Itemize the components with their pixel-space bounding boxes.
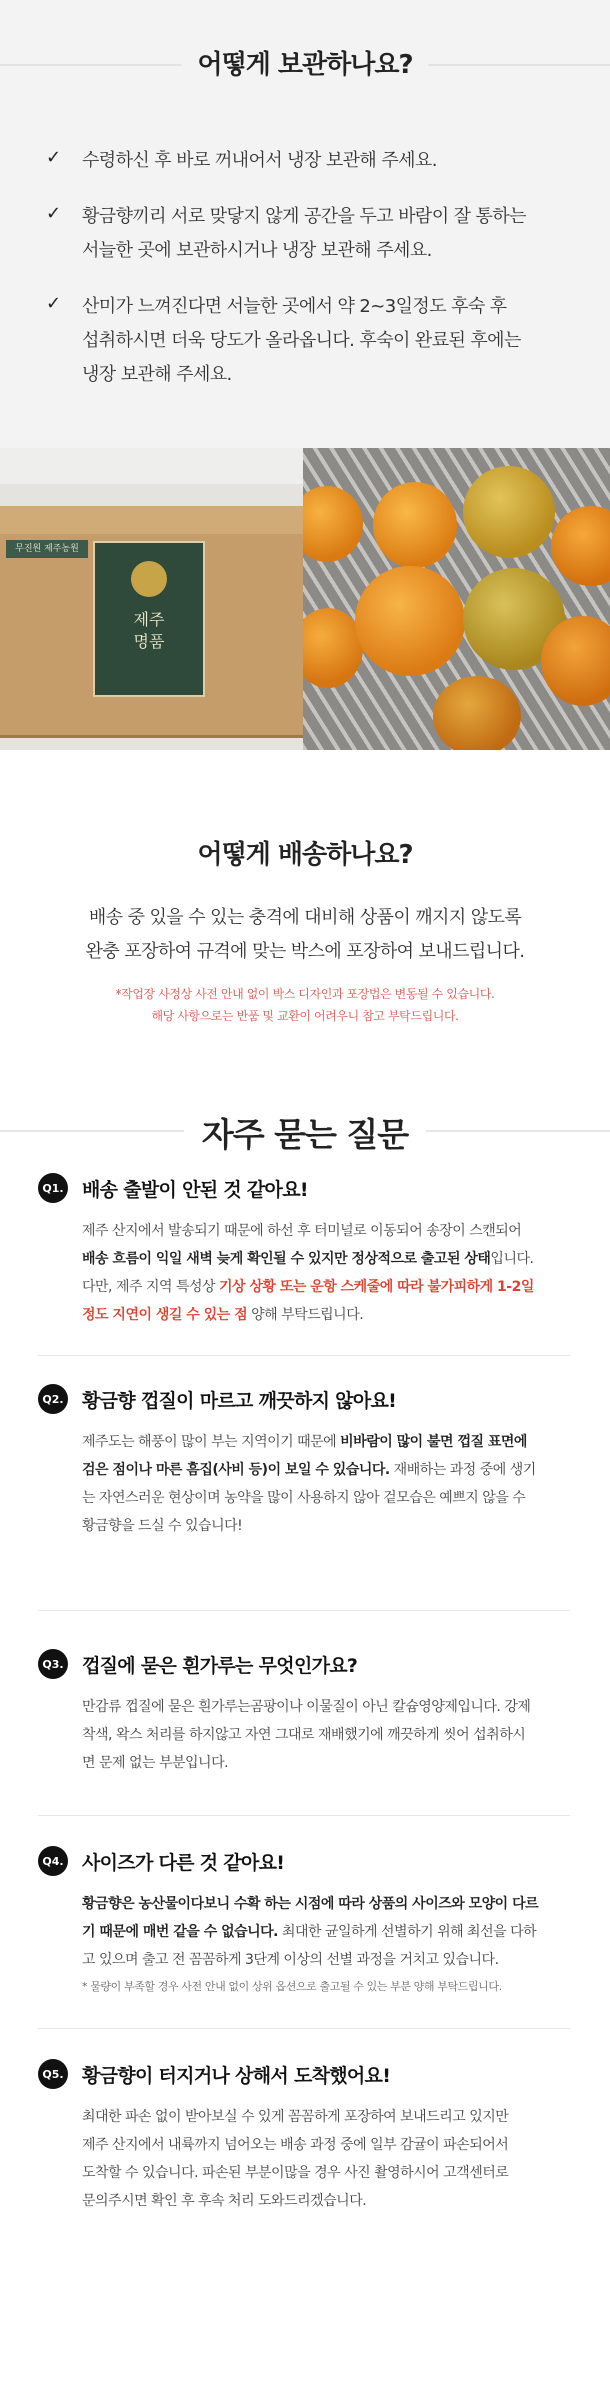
check-icon: ✓ xyxy=(46,203,62,224)
faq-question xyxy=(38,2059,570,2089)
question-text: 황금향 껍질이 마르고 깨끗하지 않아요! xyxy=(82,1389,397,1412)
storage-list xyxy=(0,134,610,448)
storage-item xyxy=(46,290,554,392)
shipping-section xyxy=(0,750,610,1027)
question-text: 사이즈가 다른 것 같아요! xyxy=(82,1851,285,1874)
box-strip-label: 무진원 제주농원 xyxy=(6,540,88,558)
seal-icon xyxy=(131,561,167,597)
question-number-badge: Q2. xyxy=(38,1384,68,1414)
check-icon: ✓ xyxy=(46,293,62,314)
storage-header xyxy=(0,0,610,134)
check-icon: ✓ xyxy=(46,147,62,168)
question-number-badge: Q1. xyxy=(38,1173,68,1203)
storage-item-text: 황금향끼리 서로 맞닿지 않게 공간을 두고 바람이 잘 통하는 서늘한 곳에 보관하시거나 냉장 보관해 주세요. xyxy=(82,206,526,261)
faq-question xyxy=(38,1649,570,1679)
storage-title: 어떻게 보관하나요? xyxy=(181,44,428,81)
answer-note: * 물량이 부족할 경우 사전 안내 없이 상위 옵션으로 출고될 수 있는 부분 양해 부탁드립니다. xyxy=(82,1980,502,1993)
faq-item xyxy=(0,1384,610,1611)
question-text: 황금향이 터지거나 상해서 도착했어요! xyxy=(82,2064,391,2087)
faq-item xyxy=(0,1846,610,2029)
storage-item xyxy=(46,200,554,268)
faq-header xyxy=(0,1027,610,1177)
answer-text: 제주도는 해풍이 많이 부는 지역이기 때문에 비바람이 많이 불면 껍질 표면에 검은 점이나 마른 흠집(사비 등)이 보일 수 있습니다. 재배하는 과정 중에 생기 는 자연스러운 현상이며 농약을 많이 사용하지 않아 겉모습은 예쁘지 않을 수 황금향을 드실 수 있습니다! xyxy=(82,1434,536,1534)
faq-divider xyxy=(38,1610,570,1611)
answer-text: 황금향은 농산물이다보니 수확 하는 시점에 따라 상품의 사이즈와 모양이 다르 기 때문에 매번 같을 수 없습니다. 최대한 균일하게 선별하기 위해 최선을 다하 고 있으며 출고 전 꼼꼼하게 3단계 이상의 선별 과정을 거치고 있습니다. xyxy=(82,1896,539,1968)
storage-item-text: 산미가 느껴진다면 서늘한 곳에서 약 2~3일정도 후숙 후 섭취하시면 더욱 당도가 올라옵니다. 후숙이 완료된 후에는 냉장 보관해 주세요. xyxy=(82,296,521,385)
storage-item xyxy=(46,144,554,178)
tangerine-photo xyxy=(303,448,610,750)
faq-item xyxy=(0,1649,610,1816)
faq-item xyxy=(0,2059,610,2335)
storage-item-text: 수령하신 후 바로 꺼내어서 냉장 보관해 주세요. xyxy=(82,150,437,171)
question-number-badge: Q5. xyxy=(38,2059,68,2089)
box-label-text: 제주 명품 xyxy=(133,610,165,651)
answer-text: 만감류 껍질에 묻은 흰가루는곰팡이나 이물질이 아닌 칼슘영양제입니다. 강제 착색, 왁스 처리를 하지않고 자연 그대로 재배했기에 깨끗하게 씻어 섭취하시 면 문제 없는 부분입니다. xyxy=(82,1699,531,1771)
question-text: 껍질에 묻은 흰가루는 무엇인가요? xyxy=(82,1654,358,1677)
shipping-title: 어떻게 배송하나요? xyxy=(197,840,413,870)
product-photos xyxy=(0,448,610,750)
faq-title: 자주 묻는 질문 xyxy=(184,1109,426,1156)
question-text: 배송 출발이 안된 것 같아요! xyxy=(82,1178,308,1201)
question-number-badge: Q4. xyxy=(38,1846,68,1876)
faq-divider xyxy=(38,2028,570,2029)
gift-box-photo xyxy=(0,448,303,750)
faq-question xyxy=(38,1384,570,1414)
question-number-badge: Q3. xyxy=(38,1649,68,1679)
faq-divider xyxy=(38,1355,570,1356)
box-label xyxy=(93,541,205,697)
shipping-description: 배송 중 있을 수 있는 충격에 대비해 상품이 깨지지 않도록 완충 포장하여 규격에 맞는 박스에 포장하여 보내드립니다. xyxy=(85,907,525,962)
faq-divider xyxy=(38,1815,570,1816)
faq-question xyxy=(38,1173,570,1203)
faq-item xyxy=(0,1173,610,1356)
answer-text: 제주 산지에서 발송되기 때문에 하선 후 터미널로 이동되어 송장이 스캔되어 배송 흐름이 익일 새벽 늦게 확인될 수 있지만 정상적으로 출고된 상태입니다. 다만, 제주 지역 특성상 기상 상황 또는 운항 스케줄에 따라 불가피하게 1-2일 정도 지연이 생길 수 있는 점 양해 부탁드립니다. xyxy=(82,1223,534,1323)
answer-text: 최대한 파손 없이 받아보실 수 있게 꼼꼼하게 포장하여 보내드리고 있지만 제주 산지에서 내륙까지 넘어오는 배송 과정 중에 일부 감귤이 파손되어서 도착할 수 있습니다. 파손된 부분이많을 경우 사진 촬영하시어 고객센터로 문의주시면 확인 후 후속 처리 도와드리겠습니다. xyxy=(82,2109,509,2209)
shipping-warning: *작업장 사정상 사전 안내 없이 박스 디자인과 포장법은 변동될 수 있습니다. 해당 사항으로는 반품 및 교환이 어려우니 참고 부탁드립니다. xyxy=(115,987,495,1023)
faq-question xyxy=(38,1846,570,1876)
